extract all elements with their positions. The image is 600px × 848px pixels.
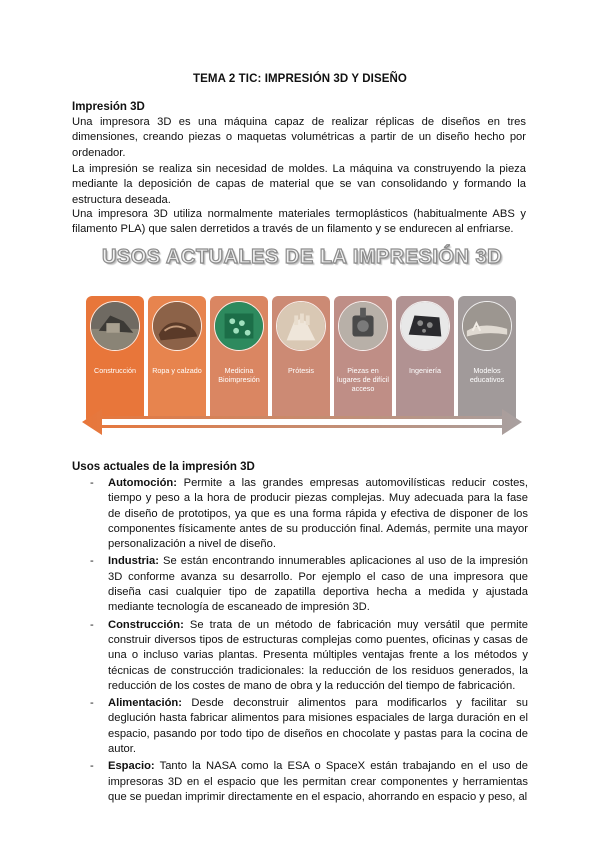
list-item: - Espacio: Tanto la NASA como la ESA o SpaceX están trabajando en el uso de impresoras 3D en el espacio que les permitan crear componentes y herramientas que se puedan imprimir directamente en el espacio, ahorrando en espacio y peso, al [90, 760, 528, 803]
document-title: TEMA 2 TIC: IMPRESIÓN 3D Y DISEÑO [193, 73, 407, 85]
uses-infographic [82, 240, 522, 440]
engineering-photo-icon [400, 301, 450, 351]
card-parts [334, 296, 392, 424]
card-label: Ropa y calzado [152, 366, 202, 375]
list-item: - Industria: Se están encontrando innumerables aplicaciones al uso de la impresión 3D conforme avanza su desarrollo. Por ejemplo el caso de una impresora que diseña casi cualquier tipo de zapatilla deportiva hecha a medida y ajustada mediante tecnología de escaneado de impresión 3D. [90, 555, 528, 614]
parts-photo-icon [338, 301, 388, 351]
list-item: - Alimentación: Desde deconstruir alimentos para modificarlos y facilitar su deglución hasta fabricar alimentos para misiones espaciales de larga duración en el espacio, pasando por todo tipo de diseños en chocolate y pastas para la cocina de autor. [90, 697, 528, 756]
footwear-photo-icon [152, 301, 202, 351]
paragraph-materials: Una impresora 3D utiliza normalmente materiales termoplásticos (habitualmente ABS y filamento PLA) que salen derretidos a través de un filamento y se endurecen al enfriarse. [72, 208, 526, 236]
card-engineering [396, 296, 454, 424]
models-photo-icon [462, 301, 512, 351]
card-label: Medicina Bioimpresión [218, 366, 260, 384]
card-construction [86, 296, 144, 424]
infographic-title: USOS ACTUALES DE LA IMPRESIÓN 3D [101, 246, 503, 268]
construction-photo-icon [90, 301, 140, 351]
list-term: Automoción: [108, 477, 177, 489]
prosthesis-photo-icon [276, 301, 326, 351]
card-bioprinting [210, 296, 268, 424]
card-footwear [148, 296, 206, 424]
card-prosthesis [272, 296, 330, 424]
card-label: Prótesis [288, 366, 314, 375]
bioprinting-photo-icon [214, 301, 264, 351]
double-arrow-icon [82, 406, 522, 438]
paragraph-definition: Una impresora 3D es una máquina capaz de realizar réplicas de diseños en tres dimensiones, creando piezas o maquetas volumétricas a partir de un diseño hecho por ordenador. [72, 116, 526, 159]
list-term: Industria: [108, 555, 159, 568]
list-text: Se trata de un método de fabricación muy versátil que permite construir diversos tipos de estructuras complejas como puentes, oficinas y casas de una o incluso varias plantas. Presenta múltiples ventajas frente a los métodos y técnicas de construcción tradicionales: la reducción de los residuos generados, la reducción de los costes de mano de obra y la reducción del tiempo de fabricación. [108, 618, 528, 692]
card-label: Modelos educativos [469, 366, 505, 384]
list-item: - Construcción: Se trata de un método de fabricación muy versátil que permite construir diversos tipos de estructuras complejas como puentes, oficinas y casas de una o incluso varias plantas. Presenta múltiples ventajas frente a los métodos y técnicas de construcción tradicionales: la reducción de los residuos generados, la reducción de los costes de mano de obra y la reducción del tiempo de fabricación. [90, 618, 528, 692]
list-text: Desde deconstruir alimentos para modificarlos y facilitar su deglución hasta fabricar alimentos para misiones espaciales de larga duración en el espacio, pasando por todo tipo de diseños en chocolate y pastas para la cocina de autor. [108, 697, 528, 756]
card-models [458, 296, 516, 424]
uses-heading: Usos actuales de la impresión 3D [72, 461, 255, 473]
list-term: Construcción: [108, 618, 184, 631]
list-term: Alimentación: [108, 697, 182, 710]
uses-list [72, 476, 528, 807]
list-text: Se están encontrando innumerables aplicaciones al uso de la impresión 3D conforme avanza su desarrollo. Por ejemplo el caso de una impresora que diseña casi cualquier tipo de zapatilla deportiva hecha a medida y ajustada mediante tecnología de escaneado de impresión 3D. [108, 555, 528, 614]
section-heading: Impresión 3D [72, 101, 145, 113]
list-text: Tanto la NASA como la ESA o SpaceX están trabajando en el uso de impresoras 3D en el espacio que les permitan crear componentes y herramientas que se puedan imprimir directamente en el espacio, ahorrando en espacio y peso, al [108, 760, 528, 803]
list-text: Permite a las grandes empresas automovilísticas reducir costes, tiempo y peso a la hora de producir piezas complejas. Muy adecuada para la fase de diseño de prototipos, ya que es una forma rápida y efectiva de disponer de los componentes físicamente antes de su producción final. Además, permite una mayor personalización a nivel de diseño. [108, 477, 528, 551]
list-item: - Automoción: Permite a las grandes empresas automovilísticas reducir costes, tiempo y peso a la hora de producir piezas complejas. Muy adecuada para la fase de diseño de prototipos, ya que es una forma rápida y efectiva de disponer de los componentes físicamente antes de su producción final. Además, permite una mayor personalización a nivel de diseño. [90, 477, 528, 551]
card-label: Ingeniería [409, 366, 441, 375]
list-term: Espacio: [108, 760, 155, 773]
card-label: Construcción [94, 366, 136, 375]
card-label: Piezas en lugares de difícil acceso [337, 366, 389, 393]
paragraph-process: La impresión se realiza sin necesidad de moldes. La máquina va construyendo la pieza mediante la deposición de capas de material que se van consolidando y formando la estructura deseada. [72, 163, 526, 206]
